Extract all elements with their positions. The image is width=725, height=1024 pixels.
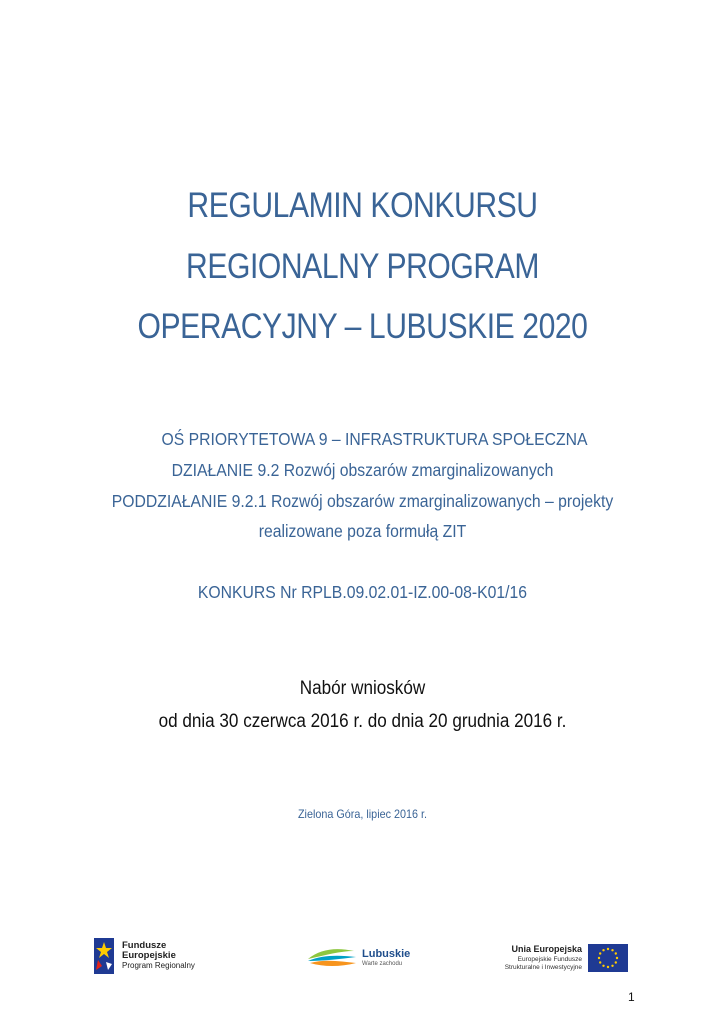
lubuskie-wave-icon (306, 945, 358, 969)
eu-logo-line1: Unia Europejska (511, 944, 582, 954)
subaction-line-2: realizowane poza formułą ZIT (258, 521, 467, 541)
subaction-line-1: PODDZIAŁANIE 9.2.1 Rozwój obszarów zmarginalizowanych – projekty (111, 491, 614, 511)
title-line-1: REGULAMIN KONKURSU (187, 186, 538, 225)
eu-flag-icon (588, 944, 628, 972)
fe-logo-line1: Fundusze (122, 940, 167, 951)
recruitment-dates: od dnia 30 czerwca 2016 r. do dnia 20 grudnia 2016 r. (158, 711, 567, 732)
page-number: 1 (628, 990, 635, 1004)
place-date: Zielona Góra, lipiec 2016 r. (297, 807, 428, 821)
action: DZIAŁANIE 9.2 Rozwój obszarów zmarginalizowanych (171, 460, 554, 480)
eu-logo-line2: Europejskie Fundusze (517, 956, 582, 963)
title-line-2: REGIONALNY PROGRAM (186, 247, 539, 286)
fe-star-icon (92, 936, 118, 976)
lubuskie-logo (306, 945, 416, 971)
fe-logo-line3: Program Regionalny (122, 961, 195, 970)
eu-logo (502, 944, 632, 976)
recruitment-label: Nabór wniosków (299, 678, 426, 699)
fe-logo-line2: Europejskie (122, 950, 176, 961)
lubuskie-name: Lubuskie (362, 948, 411, 960)
eu-logo-line3: Strukturalne i Inwestycyjne (504, 964, 582, 971)
title-line-3: OPERACYJNY – LUBUSKIE 2020 (137, 307, 588, 346)
priority-axis: OŚ PRIORYTETOWA 9 – INFRASTRUKTURA SPOŁECZNA (161, 429, 588, 449)
contest-number: KONKURS Nr RPLB.09.02.01-IZ.00-08-K01/16 (197, 582, 528, 602)
fundusze-europejskie-logo (92, 936, 232, 978)
lubuskie-tagline: Warte zachodu (362, 961, 403, 967)
